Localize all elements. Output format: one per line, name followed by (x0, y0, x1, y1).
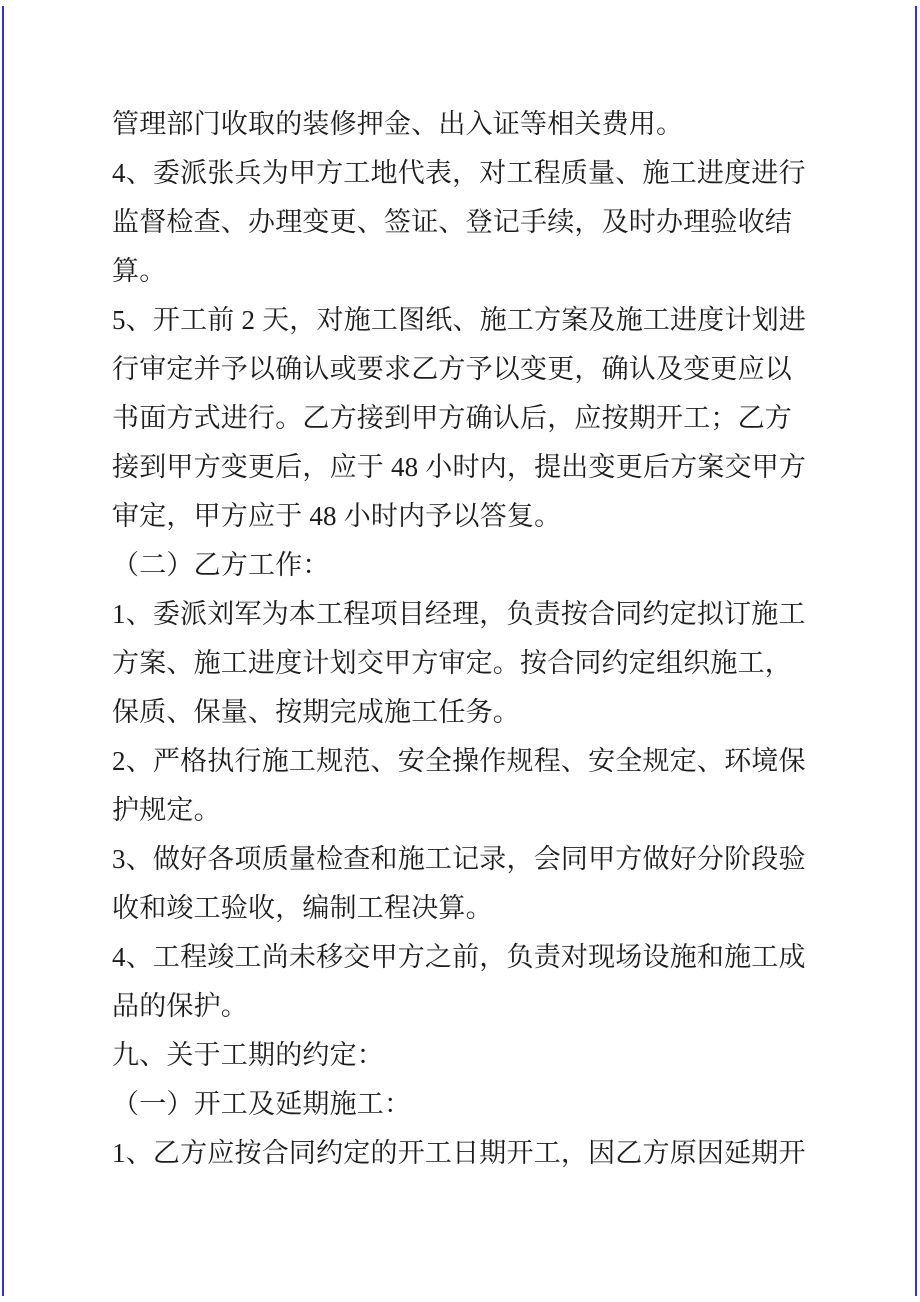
document-line: 接到甲方变更后，应于 48 小时内，提出变更后方案交甲方 (112, 452, 807, 482)
document-line: （一）开工及延期施工： (112, 1089, 412, 1119)
document-line: 护规定。 (112, 795, 221, 825)
document-line: 九、关于工期的约定： (112, 1040, 384, 1070)
document-line: 方案、施工进度计划交甲方审定。按合同约定组织施工， (112, 648, 792, 678)
document-line: 书面方式进行。乙方接到甲方确认后，应按期开工；乙方 (112, 403, 792, 433)
document-line: （二）乙方工作： (112, 550, 330, 580)
document-line: 3、做好各项质量检查和施工记录，会同甲方做好分阶段验 (112, 844, 806, 874)
document-line: 1、委派刘军为本工程项目经理，负责按合同约定拟订施工 (112, 599, 806, 629)
page-border-left (2, 6, 4, 1296)
contract-text-body (112, 100, 812, 1178)
document-line: 4、工程竣工尚未移交甲方之前，负责对现场设施和施工成 (112, 942, 806, 972)
document-line: 监督检查、办理变更、签证、登记手续，及时办理验收结 (112, 207, 792, 237)
document-line: 保质、保量、按期完成施工任务。 (112, 697, 520, 727)
document-line: 算。 (112, 256, 167, 286)
document-line: 2、严格执行施工规范、安全操作规程、安全规定、环境保 (112, 746, 806, 776)
document-line: 行审定并予以确认或要求乙方予以变更，确认及变更应以 (112, 354, 792, 384)
document-line: 5、开工前 2 天，对施工图纸、施工方案及施工进度计划进 (112, 305, 807, 335)
document-line: 品的保护。 (112, 991, 248, 1021)
document-line: 收和竣工验收，编制工程决算。 (112, 893, 493, 923)
document-line: 管理部门收取的装修押金、出入证等相关费用。 (112, 109, 684, 139)
document-line: 1、乙方应按合同约定的开工日期开工，因乙方原因延期开 (112, 1138, 806, 1168)
page-border-right (915, 6, 917, 1296)
document-line: 审定，甲方应于 48 小时内予以答复。 (112, 501, 562, 531)
document-line: 4、委派张兵为甲方工地代表，对工程质量、施工进度进行 (112, 158, 806, 188)
